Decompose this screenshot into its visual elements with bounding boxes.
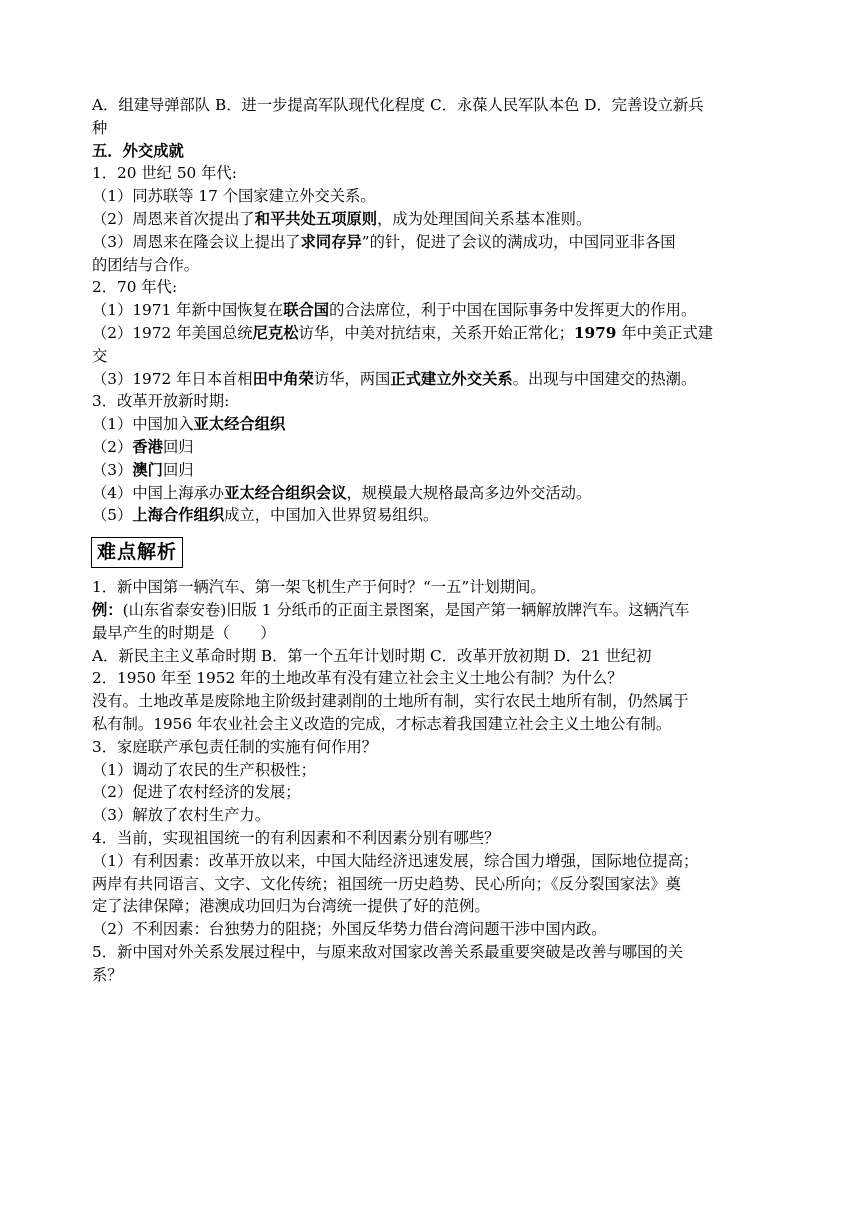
answer: （2）促进了农村经济的发展； [92, 783, 301, 802]
list-item: （3）澳门回归 [92, 460, 194, 479]
question: 5．新中国对外关系发展过程中，与原来敌对国家改善关系最重要突破是改善与哪国的关 [92, 942, 684, 961]
answer: 两岸有共同语言、文字、文化传统；祖国统一历史趋势、民心所向；《反分裂国家法》奠 [92, 874, 681, 893]
list-item: （1）中国加入亚太经合组织 [92, 415, 286, 434]
question: 1．新中国第一辆汽车、第一架飞机生产于何时？“一五”计划期间。 [92, 578, 546, 597]
document-page [92, 94, 772, 986]
list-item: （5）上海合作组织成立，中国加入世界贸易组织。 [92, 506, 439, 525]
list-item-cont: 交 [92, 346, 108, 365]
answer: 没有。土地改革是废除地主阶级封建剥削的土地所有制，实行农民土地所有制，仍然属于 [92, 692, 689, 711]
example: 例：(山东省泰安卷)旧版 1 分纸币的正面主景图案，是国产第一辆解放牌汽车。这辆汽车 [92, 600, 690, 619]
list-item: （2）周恩来首次提出了和平共处五项原则，成为处理国间关系基本准则。 [92, 209, 592, 228]
answer: （2）不利因素：台独势力的阻挠；外国反华势力借台湾问题干涉中国内政。 [92, 920, 607, 939]
answer: （3）解放了农村生产力。 [92, 806, 270, 825]
list-item-cont: 的团结与合作。 [92, 255, 200, 274]
subsection-title: 3．改革开放新时期: [92, 392, 230, 411]
list-item: （3）1972 年日本首相田中角荣访华，两国正式建立外交关系。出现与中国建交的热潮。 [92, 369, 697, 388]
option-line: A．组建导弹部队 B．进一步提高军队现代化程度 C．永葆人民军队本色 D．完善设立新兵 [92, 96, 704, 114]
answer: （1）调动了农民的生产积极性； [92, 760, 316, 779]
boxed-title: 难点解析 [91, 537, 183, 568]
answer: 私有制。1956 年农业社会主义改造的完成，才标志着我国建立社会主义土地公有制。 [92, 714, 672, 733]
list-item: （2）1972 年美国总统尼克松访华，中美对抗结束，关系开始正常化；1979 年中美正式建 [92, 323, 714, 342]
answer: 定了法律保障；港澳成功回归为台湾统一提供了好的范例。 [92, 897, 490, 916]
list-item: （1）1971 年新中国恢复在联合国的合法席位，利于中国在国际事务中发挥更大的作用。 [92, 301, 697, 320]
list-item: （3）周恩来在隆会议上提出了求同存异”的针，促进了会议的满成功，中国同亚非各国 [92, 232, 676, 251]
question-cont: 系？ [92, 965, 123, 984]
example-options: A．新民主主义革命时期 B．第一个五年计划时期 C．改革开放初期 D．21 世纪初 [92, 646, 652, 665]
option-line-cont: 种 [92, 118, 108, 137]
question: 3．家庭联产承包责任制的实施有何作用？ [92, 737, 378, 756]
answer: （1）有利因素：改革开放以来，中国大陆经济迅速发展，综合国力增强，国际地位提高； [92, 851, 699, 870]
list-item: （4）中国上海承办亚太经合组织会议，规模最大规格最高多边外交活动。 [92, 483, 592, 502]
difficult-section-box [92, 527, 772, 576]
subsection-title: 1．20 世纪 50 年代: [92, 164, 237, 183]
section-heading: 五．外交成就 [92, 141, 184, 160]
subsection-title: 2．70 年代: [92, 278, 178, 297]
question: 4．当前，实现祖国统一的有利因素和不利因素分别有哪些？ [92, 828, 500, 847]
example-cont: 最早产生的时期是（ ） [92, 623, 276, 642]
list-item: （1）同苏联等 17 个国家建立外交关系。 [92, 187, 376, 206]
question: 2．1950 年至 1952 年的土地改革有没有建立社会主义土地公有制？为什么？ [92, 669, 623, 688]
list-item: （2）香港回归 [92, 437, 194, 456]
